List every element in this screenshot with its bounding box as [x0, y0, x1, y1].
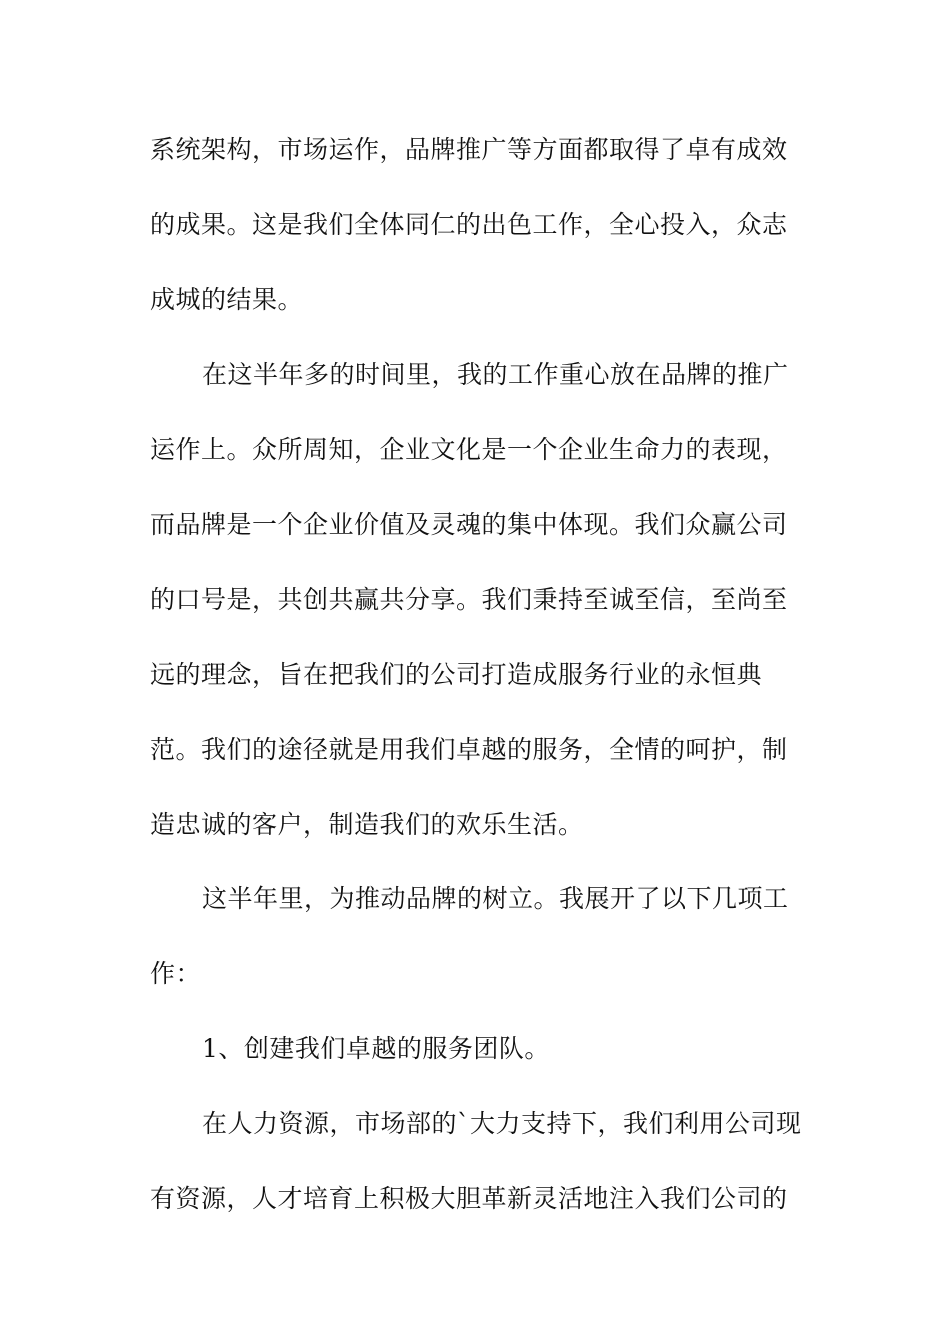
- text-line: 有资源，人才培育上积极大胆革新灵活地注入我们公司的: [150, 1184, 788, 1213]
- text-line: 远的理念，旨在把我们的公司打造成服务行业的永恒典: [150, 660, 763, 689]
- text-line: 成城的结果。: [150, 285, 304, 314]
- text-line: 系统架构，市场运作，品牌推广等方面都取得了卓有成效: [150, 135, 788, 164]
- text-line: 运作上。众所周知，企业文化是一个企业生命力的表现，: [150, 435, 788, 464]
- paragraph-first-line: 在这半年多的时间里，我的工作重心放在品牌的推广: [202, 360, 789, 389]
- text-line: 作：: [150, 959, 202, 988]
- list-item-heading: 1、创建我们卓越的服务团队。: [202, 1034, 550, 1063]
- text-line: 造忠诚的客户，制造我们的欢乐生活。: [150, 810, 584, 839]
- text-line: 范。我们的途径就是用我们卓越的服务，全情的呵护，制: [150, 735, 788, 764]
- text-line: 的口号是，共创共赢共分享。我们秉持至诚至信，至尚至: [150, 585, 788, 614]
- text-line: 的成果。这是我们全体同仁的出色工作，全心投入，众志: [150, 210, 788, 239]
- paragraph-first-line: 在人力资源，市场部的`大力支持下，我们利用公司现: [202, 1109, 802, 1138]
- paragraph-first-line: 这半年里，为推动品牌的树立。我展开了以下几项工: [202, 884, 789, 913]
- text-line: 而品牌是一个企业价值及灵魂的集中体现。我们众赢公司: [150, 510, 788, 539]
